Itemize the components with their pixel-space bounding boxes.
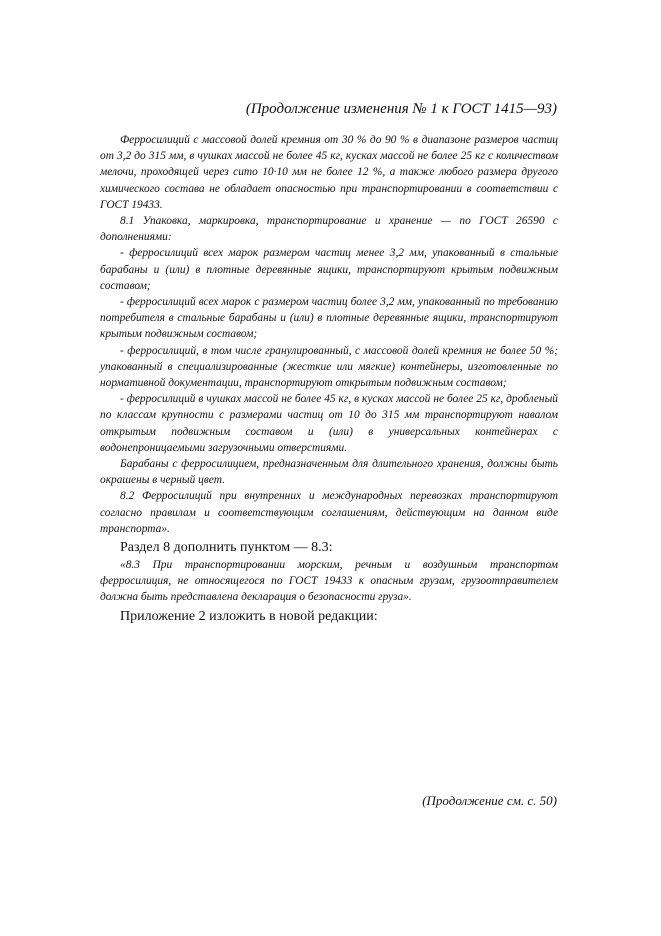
paragraph-8-3: «8.3 При транспортировании морским, речным и воздушным транспортом ферросилиция, не относящегося по ГОСТ 19433 к опасным грузам, грузоотправителем должна быть представлена декларация о безопасности груза».	[100, 559, 558, 604]
document-body	[100, 132, 558, 626]
paragraph-8-1-heading: 8.1 Упаковка, маркировка, транспортирование и хранение — по ГОСТ 26590 с дополнениями:	[100, 215, 558, 244]
paragraph-8-1-item-1: - ферросилиций всех марок размером частиц менее 3,2 мм, упакованный в стальные барабаны и (или) в плотные деревянные ящики, транспортируют крытым подвижным составом;	[100, 247, 558, 292]
paragraph-8-1-item-2: - ферросилиций всех марок с размером частиц более 3,2 мм, упакованный по требованию потребителя в стальные барабаны и (или) в плотные деревянные ящики, транспортируют крытым подвижным составом;	[100, 296, 558, 341]
paragraph-8-2: 8.2 Ферросилиций при внутренних и международных перевозках транспортируют согласно правилам и соответствующим соглашениям, действующим на данном виде транспорта».	[100, 490, 558, 535]
paragraph-8-1-item-4: - ферросилиций в чушках массой не более 45 кг, в кусках массой не более 25 кг, дробленый по классам крупности с размерами частиц от 10 до 315 мм транспортируют навалом открытым подвижным составом и (или) в универсальных контейнерах с водонепроницаемыми загрузочными отверстиями.	[100, 393, 558, 454]
paragraph-drums-color: Барабаны с ферросилицием, предназначенным для длительного хранения, должны быть окрашены в черный цвет.	[100, 458, 558, 487]
paragraph-8-1-item-3: - ферросилиций, в том числе гранулированный, с массовой долей кремния не более 50 %; упакованный в специализированные (жесткие или мягкие) контейнеры, изготовленные по нормативной документации, транспортируют открытым подвижным составом;	[100, 344, 558, 390]
paragraph-section-8-addition: Раздел 8 дополнить пунктом — 8.3:	[120, 540, 333, 556]
continuation-header: (Продолжение изменения № 1 к ГОСТ 1415—93)	[245, 101, 557, 117]
paragraph-appendix-2: Приложение 2 изложить в новой редакции:	[120, 608, 378, 624]
paragraph-ferrosilicon-hazard: Ферросилиций с массовой долей кремния от 30 % до 90 % в диапазоне размеров частиц от 3,2 до 315 мм, в чушках массой не более 45 кг, кусках массой не более 25 кг с количеством мелочи, проходящей через сито 10·10 мм не более 12 %, а также любого размера другого химического состава не обладает опасностью при транспортировании в соответствии с ГОСТ 19433.	[100, 134, 558, 211]
continuation-footer: (Продолжение см. с. 50)	[422, 793, 557, 808]
